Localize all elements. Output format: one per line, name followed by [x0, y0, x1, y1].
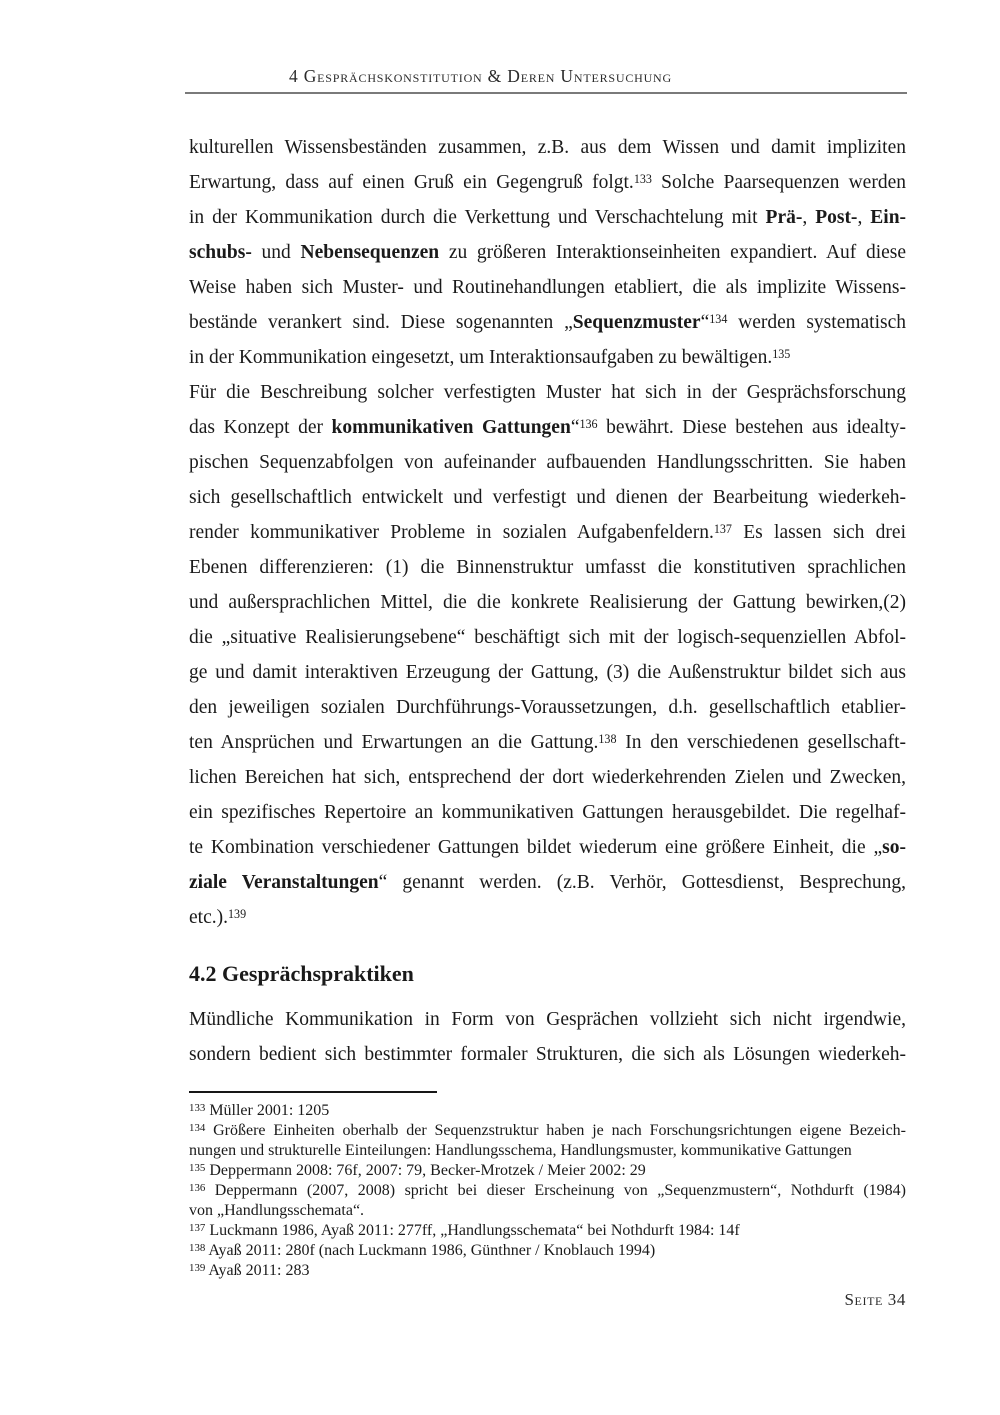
text-run: te Kombination verschiedener Gattungen bildet wiederum eine größere Einheit, die „ — [189, 837, 883, 858]
text-line — [189, 1121, 906, 1141]
text-run: , — [857, 207, 871, 228]
footnote-separator — [189, 1091, 437, 1093]
text-run: bewährt. Diese bestehen aus idealty- — [597, 417, 907, 438]
footnote-ref: 135 — [772, 346, 791, 361]
page-number: Seite 34 — [844, 1290, 906, 1309]
text-run: und außersprachlichen Mittel, die die konkrete Realisierung der Gattung bewirken,(2) — [189, 592, 906, 613]
footnotes — [189, 1101, 906, 1281]
footnote-ref: 137 — [189, 1221, 206, 1234]
text-run: und — [251, 242, 301, 263]
text-run: Für die Beschreibung solcher verfestigten Muster hat sich in der Gesprächsforschung — [189, 382, 906, 403]
text-run: ein spezifisches Repertoire an kommunikativen Gattungen herausgebildet. Die regelhaf- — [189, 802, 906, 823]
text-run: zu größeren Interaktionseinheiten expandiert. Auf diese — [439, 242, 907, 263]
text-run: Ein- — [870, 207, 907, 228]
section-heading: 4.2 Gesprächspraktiken — [189, 961, 414, 986]
text-run: sich gesellschaftlich entwickelt und verfestigt und dienen der Bearbeitung wiederkeh- — [189, 487, 906, 508]
text-line — [189, 585, 906, 620]
footnote-ref: 133 — [633, 171, 652, 186]
footnote-ref: 137 — [713, 521, 732, 536]
text-line — [189, 900, 906, 935]
text-line — [189, 690, 906, 725]
text-run: lichen Bereichen hat sich, entsprechend der dort wiederkehrenden Zielen und Zwecken, — [189, 767, 906, 788]
text-run: bestände verankert sind. Diese sogenannten „ — [189, 312, 573, 333]
footnote-ref: 139 — [227, 906, 247, 921]
text-run: Es lassen sich drei — [731, 522, 906, 543]
text-line — [189, 795, 906, 830]
text-run: “ — [700, 312, 710, 333]
text-run: Erwartung, dass auf einen Gruß ein Gegengruß folgt. — [189, 172, 634, 193]
text-run: Deppermann (2007, 2008) spricht bei dieser Erscheinung von „Sequenzmustern“, Nothdurft (1984) — [205, 1182, 906, 1199]
text-run: Prä- — [765, 207, 803, 228]
text-run: das Konzept der — [189, 417, 332, 438]
footnote-ref: 139 — [189, 1261, 206, 1274]
text-run: von „Handlungsschemata“. — [189, 1202, 365, 1219]
text-line — [189, 865, 906, 900]
text-run: etc.). — [189, 907, 228, 928]
text-run: Sequenzmuster — [572, 312, 701, 333]
body-text-block-2 — [189, 1002, 906, 1072]
text-line — [189, 1181, 906, 1201]
text-run: Ayaß 2011: 283 — [205, 1262, 310, 1279]
text-run: die „situative Realisierungsebene“ beschäftigt sich mit der logisch-sequenziellen Abfol- — [189, 627, 906, 648]
text-run: Solche Paarsequenzen werden — [651, 172, 906, 193]
body-text-block-1 — [189, 130, 906, 935]
text-run: schubs- — [189, 242, 252, 263]
text-line — [189, 830, 906, 865]
text-run: kommunikativen Gattungen — [331, 417, 571, 438]
text-run: Deppermann 2008: 76f, 2007: 79, Becker-Mrotzek / Meier 2002: 29 — [205, 1162, 646, 1179]
text-run: “ genannt werden. (z.B. Verhör, Gottesdienst, Besprechung, — [378, 872, 906, 893]
text-line — [189, 1002, 906, 1037]
text-run: Ayaß 2011: 280f (nach Luckmann 1986, Günthner / Knoblauch 1994) — [205, 1242, 656, 1259]
text-run: nungen und strukturelle Einteilungen: Handlungsschema, Handlungsmuster, kommunikative Gattungen — [189, 1142, 852, 1159]
footnote-ref: 134 — [709, 311, 728, 326]
footnote-ref: 134 — [189, 1121, 206, 1134]
text-run: so- — [882, 837, 906, 858]
text-line — [189, 1201, 906, 1221]
text-run: Nebensequenzen — [300, 242, 440, 263]
footnote-ref: 135 — [189, 1161, 206, 1174]
text-run: pischen Sequenzabfolgen von aufeinander aufbauenden Handlungsschritten. Sie haben — [189, 452, 906, 473]
text-run: sondern bedient sich bestimmter formaler Strukturen, die sich als Lösungen wiederkeh- — [189, 1044, 906, 1065]
text-line — [189, 620, 906, 655]
text-line — [189, 480, 906, 515]
text-run: ten Ansprüchen und Erwartungen an die Gattung. — [189, 732, 599, 753]
text-line — [189, 200, 906, 235]
text-line — [189, 270, 906, 305]
text-run: Luckmann 1986, Ayaß 2011: 277ff, „Handlungsschemata“ bei Nothdurft 1984: 14f — [205, 1222, 740, 1239]
text-line — [189, 1221, 906, 1241]
text-line — [189, 445, 906, 480]
text-line — [189, 760, 906, 795]
text-run: , — [802, 207, 816, 228]
text-line — [189, 515, 906, 550]
text-line — [189, 655, 906, 690]
text-line — [189, 410, 906, 445]
footnote-ref: 136 — [579, 416, 598, 431]
text-line — [189, 1141, 906, 1161]
text-line — [189, 1161, 906, 1181]
text-run: den jeweiligen sozialen Durchführungs-Voraussetzungen, d.h. gesellschaftlich etablier- — [189, 697, 906, 718]
text-run: kulturellen Wissensbeständen zusammen, z.B. aus dem Wissen und damit impliziten — [189, 137, 906, 158]
text-line — [189, 130, 906, 165]
text-run: Mündliche Kommunikation in Form von Gesprächen vollzieht sich nicht irgendwie, — [189, 1009, 906, 1030]
text-line — [189, 340, 906, 375]
text-line — [189, 165, 906, 200]
text-line — [189, 305, 906, 340]
text-run: Ebenen differenzieren: (1) die Binnenstruktur umfasst die konstitutiven sprachlichen — [189, 557, 906, 578]
text-line — [189, 1101, 906, 1121]
text-run: ge und damit interaktiven Erzeugung der Gattung, (3) die Außenstruktur bildet sich aus — [189, 662, 906, 683]
text-run: in der Kommunikation eingesetzt, um Interaktionsaufgaben zu bewältigen. — [189, 347, 773, 368]
text-line — [189, 1261, 906, 1281]
header-rule — [185, 92, 907, 94]
text-line — [189, 550, 906, 585]
text-run: Müller 2001: 1205 — [205, 1102, 330, 1119]
text-line — [189, 725, 906, 760]
text-line — [189, 235, 906, 270]
footnote-ref: 136 — [189, 1181, 206, 1194]
text-run: in der Kommunikation durch die Verkettung und Verschachtelung mit — [189, 207, 766, 228]
text-run: Größere Einheiten oberhalb der Sequenzstruktur haben je nach Forschungsrichtungen eigene Bezeich- — [205, 1122, 906, 1139]
text-line — [189, 375, 906, 410]
text-run: In den verschiedenen gesellschaft- — [616, 732, 906, 753]
footnote-ref: 138 — [598, 731, 617, 746]
text-run: “ — [570, 417, 580, 438]
text-line — [189, 1241, 906, 1261]
text-run: werden systematisch — [727, 312, 906, 333]
text-line — [189, 1037, 906, 1072]
footnote-ref: 138 — [189, 1241, 206, 1254]
running-header: 4 Gesprächskonstitution & Deren Untersuchung — [289, 66, 672, 86]
text-run: Weise haben sich Muster- und Routinehandlungen etabliert, die als implizite Wissens- — [189, 277, 906, 298]
footnote-ref: 133 — [189, 1101, 206, 1114]
text-run: ziale Veranstaltungen — [189, 872, 379, 893]
text-run: Post- — [815, 207, 858, 228]
text-run: render kommunikativer Probleme in sozialen Aufgabenfeldern. — [189, 522, 714, 543]
